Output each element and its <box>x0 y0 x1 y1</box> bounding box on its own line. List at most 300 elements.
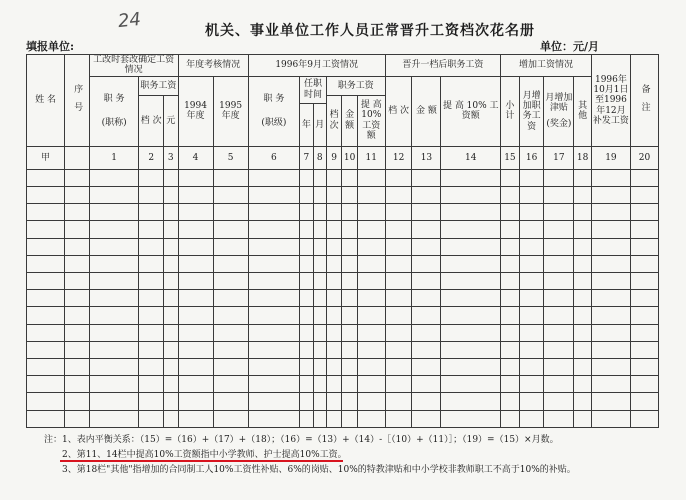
col-other-header: 其 他 <box>574 76 592 146</box>
table-cell <box>412 204 441 221</box>
group-1996-header: 1996年9月工资情况 <box>248 55 385 77</box>
table-cell <box>178 169 213 186</box>
table-cell <box>65 341 90 358</box>
table-cell <box>89 324 138 341</box>
table-cell <box>519 290 544 307</box>
table-cell <box>357 186 385 203</box>
table-cell <box>65 359 90 376</box>
tenure-header: 任职时间 <box>300 76 327 103</box>
table-row <box>27 186 659 203</box>
table-cell <box>178 324 213 341</box>
table-cell <box>89 273 138 290</box>
table-cell <box>313 290 326 307</box>
table-cell <box>213 307 248 324</box>
table-cell <box>385 410 412 427</box>
table-cell <box>27 221 65 238</box>
table-cell <box>178 186 213 203</box>
table-cell <box>342 341 357 358</box>
table-cell <box>164 204 178 221</box>
table-cell <box>300 376 313 393</box>
monthly-allow-label: 月增加津贴 <box>545 92 573 114</box>
table-cell <box>574 341 592 358</box>
table-cell <box>213 169 248 186</box>
table-cell <box>501 238 520 255</box>
table-cell <box>178 376 213 393</box>
table-cell <box>441 376 501 393</box>
table-cell <box>385 359 412 376</box>
table-cell <box>326 324 341 341</box>
table-cell <box>65 290 90 307</box>
table-cell <box>544 238 574 255</box>
table-cell <box>385 341 412 358</box>
note-prefix: 注： <box>44 435 63 445</box>
table-cell <box>357 307 385 324</box>
table-cell <box>313 238 326 255</box>
column-index-row <box>27 146 659 169</box>
table-cell <box>591 290 630 307</box>
table-cell <box>65 410 90 427</box>
table-cell <box>313 169 326 186</box>
table-cell <box>357 324 385 341</box>
table-cell <box>544 273 574 290</box>
table-cell <box>441 186 501 203</box>
table-cell <box>631 359 659 376</box>
table-cell <box>248 290 300 307</box>
table-cell <box>27 204 65 221</box>
table-cell <box>574 324 592 341</box>
table-cell <box>544 204 574 221</box>
group-reform-header: 工改时套改确定工资情况 <box>89 55 178 77</box>
col-backpay-header: 1996年10月1日至1996年12月补发工资 <box>591 55 630 147</box>
table-cell <box>248 376 300 393</box>
table-cell <box>326 186 341 203</box>
table-cell <box>139 186 164 203</box>
table-cell <box>300 393 313 410</box>
table-row <box>27 393 659 410</box>
table-cell <box>300 255 313 272</box>
table-cell <box>591 376 630 393</box>
table-cell <box>412 169 441 186</box>
table-cell <box>441 221 501 238</box>
table-cell <box>519 238 544 255</box>
col-1994-header: 1994 年度 <box>178 76 213 146</box>
table-cell <box>501 410 520 427</box>
table-cell <box>357 410 385 427</box>
col-grade-1996-header: 档 次 <box>326 95 341 146</box>
table-row <box>27 204 659 221</box>
table-cell <box>65 324 90 341</box>
table-cell <box>631 290 659 307</box>
table-cell <box>326 255 341 272</box>
index-cell: 5 <box>213 146 248 169</box>
table-cell <box>544 341 574 358</box>
table-cell <box>591 186 630 203</box>
table-cell <box>89 307 138 324</box>
red-highlight-underline <box>60 460 343 462</box>
table-cell <box>591 393 630 410</box>
table-cell <box>574 359 592 376</box>
table-cell <box>631 186 659 203</box>
table-cell <box>300 238 313 255</box>
table-cell <box>501 376 520 393</box>
table-cell <box>139 238 164 255</box>
table-cell <box>544 393 574 410</box>
table-cell <box>248 410 300 427</box>
table-cell <box>248 273 300 290</box>
table-cell <box>412 186 441 203</box>
table-cell <box>357 359 385 376</box>
table-cell <box>213 410 248 427</box>
table-cell <box>544 290 574 307</box>
table-row <box>27 255 659 272</box>
col-subtotal-header: 小 计 <box>501 76 520 146</box>
table-cell <box>519 255 544 272</box>
table-cell <box>342 186 357 203</box>
table-cell <box>441 393 501 410</box>
table-cell <box>631 204 659 221</box>
table-cell <box>519 324 544 341</box>
filler-unit-label: 填报单位: <box>26 40 75 53</box>
col-amount-1996-header: 金 额 <box>342 95 357 146</box>
table-cell <box>501 273 520 290</box>
table-cell <box>300 204 313 221</box>
title-1996-label: 职 务 <box>263 93 285 104</box>
table-cell <box>385 238 412 255</box>
index-cell: 10 <box>342 146 357 169</box>
table-cell <box>574 238 592 255</box>
table-cell <box>248 204 300 221</box>
table-cell <box>139 273 164 290</box>
table-cell <box>441 307 501 324</box>
table-cell <box>357 238 385 255</box>
table-cell <box>213 324 248 341</box>
table-cell <box>501 307 520 324</box>
table-cell <box>441 169 501 186</box>
handwritten-page-number: 24 <box>116 8 142 33</box>
table-cell <box>501 324 520 341</box>
table-cell <box>501 290 520 307</box>
col-1995-header: 1995 年度 <box>213 76 248 146</box>
table-cell <box>27 324 65 341</box>
table-cell <box>544 359 574 376</box>
table-cell <box>574 186 592 203</box>
table-cell <box>342 359 357 376</box>
table-cell <box>178 204 213 221</box>
table-cell <box>213 221 248 238</box>
table-cell <box>27 376 65 393</box>
table-cell <box>213 393 248 410</box>
table-cell <box>591 238 630 255</box>
table-cell <box>357 221 385 238</box>
table-cell <box>385 221 412 238</box>
table-row <box>27 169 659 186</box>
table-cell <box>326 238 341 255</box>
table-cell <box>164 410 178 427</box>
table-cell <box>139 324 164 341</box>
table-cell <box>326 273 341 290</box>
table-cell <box>326 410 341 427</box>
table-cell <box>89 186 138 203</box>
table-cell <box>178 290 213 307</box>
table-cell <box>139 359 164 376</box>
table-cell <box>164 186 178 203</box>
table-cell <box>441 324 501 341</box>
table-cell <box>313 255 326 272</box>
table-cell <box>342 324 357 341</box>
table-row <box>27 221 659 238</box>
table-cell <box>342 169 357 186</box>
table-cell <box>27 307 65 324</box>
table-cell <box>412 376 441 393</box>
table-cell <box>248 307 300 324</box>
table-cell <box>519 169 544 186</box>
table-row <box>27 273 659 290</box>
table-cell <box>248 393 300 410</box>
table-cell <box>248 169 300 186</box>
table-cell <box>313 186 326 203</box>
table-cell <box>65 273 90 290</box>
table-cell <box>313 393 326 410</box>
roster-table <box>26 54 659 428</box>
table-cell <box>519 186 544 203</box>
table-cell <box>631 238 659 255</box>
col-raise10-header: 提 高 10% 工资额 <box>357 95 385 146</box>
table-cell <box>441 238 501 255</box>
table-cell <box>342 410 357 427</box>
col-amount-p-header: 金 额 <box>412 76 441 146</box>
table-cell <box>139 376 164 393</box>
table-cell <box>412 238 441 255</box>
table-cell <box>385 186 412 203</box>
table-cell <box>501 169 520 186</box>
table-cell <box>300 186 313 203</box>
table-cell <box>164 255 178 272</box>
table-cell <box>326 376 341 393</box>
table-cell <box>248 255 300 272</box>
note-line-3: 3、第18栏"其他"指增加的合同制工人10%工资性补贴、6%的岗贴、10%的特教津贴和中小学校非教师职工不高于10%的补贴。 <box>62 464 576 475</box>
index-cell: 8 <box>313 146 326 169</box>
table-cell <box>89 238 138 255</box>
index-cell: 14 <box>441 146 501 169</box>
table-row <box>27 290 659 307</box>
col-monthly-allow-header <box>544 76 574 146</box>
col-yuan-header: 元 <box>164 95 178 146</box>
table-cell <box>300 341 313 358</box>
table-cell <box>631 341 659 358</box>
table-row <box>27 307 659 324</box>
table-cell <box>519 273 544 290</box>
table-cell <box>65 393 90 410</box>
table-cell <box>631 255 659 272</box>
table-cell <box>139 393 164 410</box>
table-cell <box>65 169 90 186</box>
table-cell <box>300 324 313 341</box>
reform-title-sub-label: (职称) <box>101 118 127 129</box>
table-cell <box>300 169 313 186</box>
table-cell <box>591 221 630 238</box>
table-cell <box>164 359 178 376</box>
table-cell <box>519 359 544 376</box>
table-cell <box>164 238 178 255</box>
table-cell <box>385 290 412 307</box>
table-row <box>27 238 659 255</box>
footnotes <box>44 433 664 478</box>
table-cell <box>139 255 164 272</box>
table-cell <box>342 376 357 393</box>
table-cell <box>631 169 659 186</box>
index-cell: 15 <box>501 146 520 169</box>
table-cell <box>248 324 300 341</box>
table-cell <box>591 324 630 341</box>
table-cell <box>544 324 574 341</box>
table-cell <box>412 307 441 324</box>
table-cell <box>139 221 164 238</box>
table-cell <box>412 410 441 427</box>
table-cell <box>441 410 501 427</box>
note-line-1: 注：1、表内平衡关系：（15）=（16）+（17）+（18）；（16）=（13）+（14）-［（10）+（11）］；（19）=（15）×月数。 <box>44 435 559 445</box>
note-line-2: 2、第11、14栏中提高10%工资额指中小学教师、护士提高10%工资。 <box>62 449 347 460</box>
index-cell: 4 <box>178 146 213 169</box>
table-cell <box>65 204 90 221</box>
table-cell <box>412 290 441 307</box>
table-cell <box>441 204 501 221</box>
table-cell <box>412 359 441 376</box>
reform-wage-header: 职务工资 <box>139 76 178 95</box>
index-cell: 11 <box>357 146 385 169</box>
table-cell <box>139 410 164 427</box>
table-cell <box>501 359 520 376</box>
table-cell <box>385 307 412 324</box>
allow-note-label: (奖金) <box>546 119 572 130</box>
table-cell <box>441 273 501 290</box>
table-cell <box>213 186 248 203</box>
table-cell <box>574 169 592 186</box>
index-cell: 19 <box>591 146 630 169</box>
table-cell <box>385 376 412 393</box>
table-cell <box>357 273 385 290</box>
table-cell <box>164 376 178 393</box>
table-cell <box>89 255 138 272</box>
table-cell <box>248 238 300 255</box>
table-cell <box>385 393 412 410</box>
col-year-header: 年 <box>300 103 313 146</box>
table-cell <box>574 307 592 324</box>
table-cell <box>412 221 441 238</box>
table-cell <box>313 324 326 341</box>
table-cell <box>89 341 138 358</box>
table-cell <box>501 204 520 221</box>
table-cell <box>164 341 178 358</box>
table-cell <box>89 221 138 238</box>
col-raise10-p-header: 提 高 10% 工资额 <box>441 76 501 146</box>
table-cell <box>213 341 248 358</box>
col-name-header: 姓 名 <box>27 55 65 147</box>
table-cell <box>501 341 520 358</box>
table-cell <box>65 376 90 393</box>
table-cell <box>631 410 659 427</box>
table-row <box>27 376 659 393</box>
table-cell <box>65 221 90 238</box>
table-cell <box>357 204 385 221</box>
table-cell <box>519 376 544 393</box>
table-cell <box>139 204 164 221</box>
table-cell <box>313 376 326 393</box>
table-cell <box>139 169 164 186</box>
table-cell <box>89 410 138 427</box>
table-cell <box>342 221 357 238</box>
table-cell <box>342 307 357 324</box>
table-cell <box>300 410 313 427</box>
table-cell <box>213 359 248 376</box>
table-cell <box>631 221 659 238</box>
table-cell <box>248 221 300 238</box>
index-cell: 3 <box>164 146 178 169</box>
table-cell <box>357 255 385 272</box>
table-cell <box>300 273 313 290</box>
table-cell <box>342 204 357 221</box>
table-cell <box>27 341 65 358</box>
table-cell <box>326 359 341 376</box>
table-cell <box>591 255 630 272</box>
table-row <box>27 341 659 358</box>
table-cell <box>544 376 574 393</box>
col-remark-header <box>631 55 659 147</box>
table-cell <box>631 393 659 410</box>
index-cell: 9 <box>326 146 341 169</box>
table-cell <box>544 186 574 203</box>
table-cell <box>139 341 164 358</box>
table-cell <box>326 169 341 186</box>
table-cell <box>544 221 574 238</box>
table-cell <box>326 204 341 221</box>
table-row <box>27 324 659 341</box>
table-cell <box>164 393 178 410</box>
table-cell <box>27 255 65 272</box>
table-cell <box>27 273 65 290</box>
table-cell <box>89 204 138 221</box>
table-cell <box>164 221 178 238</box>
table-cell <box>27 169 65 186</box>
index-cell: 16 <box>519 146 544 169</box>
index-cell: 18 <box>574 146 592 169</box>
index-cell <box>65 146 90 169</box>
table-cell <box>357 290 385 307</box>
table-cell <box>326 393 341 410</box>
table-cell <box>213 204 248 221</box>
table-cell <box>164 324 178 341</box>
index-cell: 20 <box>631 146 659 169</box>
index-cell: 7 <box>300 146 313 169</box>
table-cell <box>441 290 501 307</box>
table-cell <box>385 324 412 341</box>
group-increase-header: 增加工资情况 <box>501 55 592 77</box>
table-cell <box>544 410 574 427</box>
table-cell <box>27 238 65 255</box>
table-cell <box>178 307 213 324</box>
reform-title-label: 职 务 <box>103 93 125 104</box>
table-cell <box>178 255 213 272</box>
table-cell <box>501 255 520 272</box>
table-cell <box>631 307 659 324</box>
table-cell <box>385 273 412 290</box>
index-cell: 17 <box>544 146 574 169</box>
table-cell <box>501 221 520 238</box>
col-1996-title-header <box>248 76 300 146</box>
table-cell <box>300 359 313 376</box>
table-cell <box>27 186 65 203</box>
col-seq-header <box>65 55 90 147</box>
col-monthly-add-wage-header: 月增加职务工资 <box>519 76 544 146</box>
